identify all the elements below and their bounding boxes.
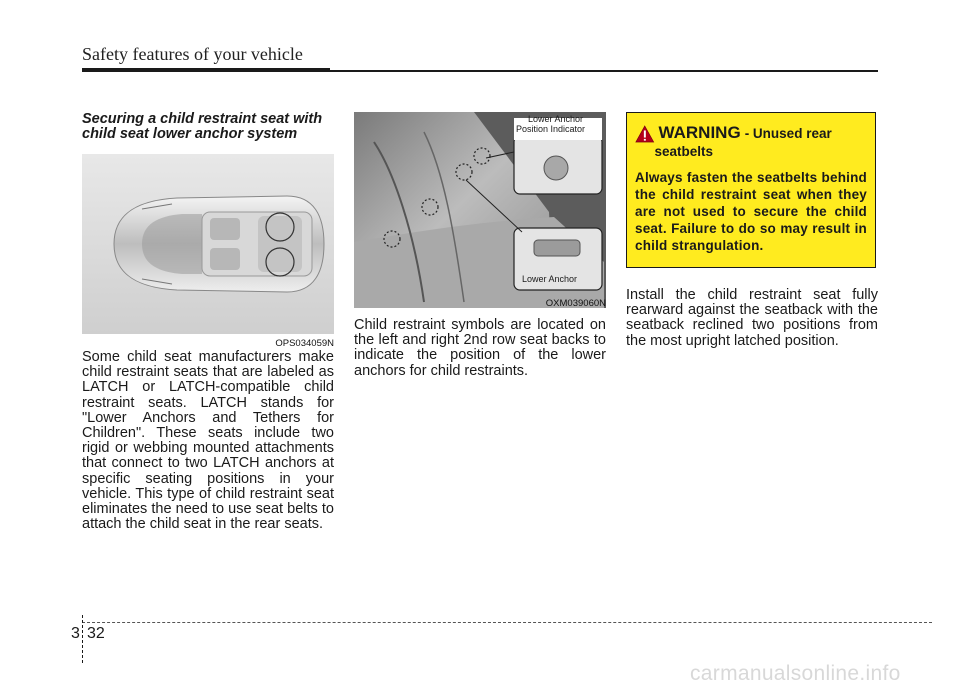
footer-divider (82, 615, 83, 663)
section-heading: Securing a child restraint seat with child seat lower anchor system (82, 111, 323, 142)
car-topview-illustration (82, 154, 334, 334)
warning-box (626, 112, 876, 268)
watermark: carmanualsonline.info (690, 662, 901, 685)
footer-rule (82, 622, 932, 623)
column-left (82, 112, 334, 532)
callout-bottom: Lower Anchor (522, 274, 578, 284)
header-rule-thin (330, 70, 878, 72)
body-paragraph: Install the child restraint seat fully rearward against the seatback with the seatback reclined two positions from the most upright latched position. (626, 287, 878, 349)
warning-title: WARNING (658, 123, 741, 142)
body-paragraph: Child restraint symbols are located on the left and right 2nd row seat backs to indicate the position of the lower anchors for child restraints. (354, 317, 606, 379)
page-number: 32 (87, 625, 105, 642)
column-middle (354, 112, 606, 379)
header-rule-thick (82, 68, 330, 72)
page-header-title: Safety features of your vehicle (82, 44, 303, 64)
warning-triangle-icon (635, 124, 655, 144)
figure-code: OPS034059N (275, 338, 334, 349)
callout-top-line2: Position Indicator (516, 124, 586, 134)
callout-top-line1: Lower Anchor (528, 114, 584, 124)
figure-code: OXM039060N (545, 298, 606, 309)
body-paragraph: Some child seat manufacturers make child restraint seats that are labeled as LATCH or LATCH-compatible child restraint seats. LATCH stands for "Lower Anchors and Tethers for Children". These seats include two rigid or webbing mounted attachments that connect to two LATCH anchors at specific seating positions in your vehicle. This type of child restraint seat eliminates the need to use seat belts to attach the child seat in the rear seats. (82, 349, 334, 533)
warning-subtitle: - Unused rear seatbelts (654, 126, 832, 159)
car-topview-figure (82, 154, 334, 350)
warning-text: Always fasten the seatbelts behind the child restraint seat when they are not used to secure the child seat. Failure to do so may result in child strangulation. (635, 170, 867, 253)
chapter-number: 3 (71, 625, 80, 642)
column-right (626, 112, 878, 349)
rear-seat-figure (354, 112, 606, 318)
